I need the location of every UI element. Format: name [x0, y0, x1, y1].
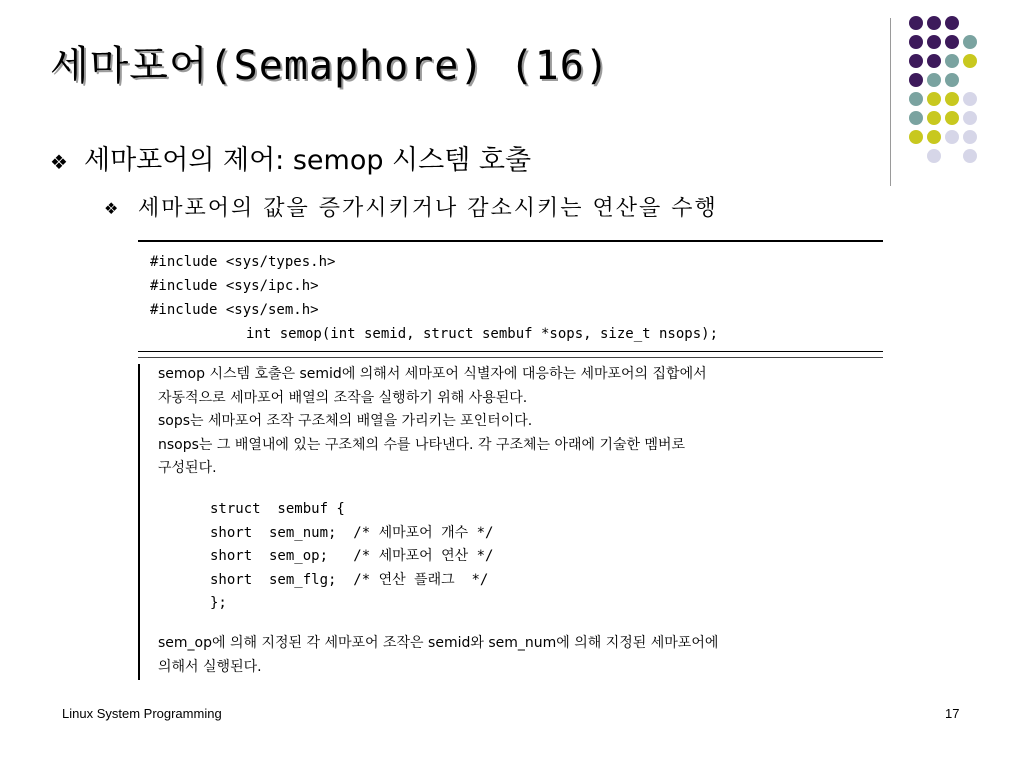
- description-line: sops는 세마포어 조작 구조체의 배열을 가리키는 포인터이다.: [158, 413, 533, 429]
- decorative-dot: [909, 73, 923, 87]
- decorative-dot: [927, 54, 941, 68]
- decorative-dot: [945, 35, 959, 49]
- description-line: semop 시스템 호출은 semid에 의해서 세마포어 식별자에 대응하는 세마포어의 집합에서: [158, 366, 707, 382]
- page-number: 17: [945, 706, 960, 721]
- divider-line: [890, 18, 891, 186]
- slide-title: 세마포어(Semaphore) (16): [50, 43, 610, 89]
- decorative-dot: [927, 111, 941, 125]
- description-line: 자동적으로 세마포어 배열의 조작을 실행하기 위해 사용된다.: [158, 390, 528, 406]
- decorative-dot: [963, 92, 977, 106]
- decorative-dot: [927, 35, 941, 49]
- closing-line: 의해서 실행된다.: [158, 659, 262, 675]
- decorative-dot: [927, 16, 941, 30]
- decorative-dot: [927, 130, 941, 144]
- decorative-dot: [963, 35, 977, 49]
- decorative-dot: [963, 149, 977, 163]
- description-line: nsops는 그 배열내에 있는 구조체의 수를 나타낸다. 각 구조체는 아래에 기술한 멤버로: [158, 437, 686, 453]
- decorative-dot: [909, 35, 923, 49]
- diamond-bullet-icon: ❖: [104, 199, 121, 218]
- bullet-level1-text: 세마포어의 제어: semop 시스템 호출: [84, 145, 532, 176]
- decorative-dot: [945, 92, 959, 106]
- decorative-dot: [945, 16, 959, 30]
- struct-line: short sem_num; /* 세마포어 개수 */: [210, 525, 494, 541]
- decorative-dot: [909, 92, 923, 106]
- closing-line: sem_op에 의해 지정된 각 세마포어 조작은 semid와 sem_num에 의해 지정된 세마포어에: [158, 635, 719, 651]
- function-prototype: int semop(int semid, struct sembuf *sops, size_t nsops);: [246, 326, 719, 342]
- bullet-level2-text: 세마포어의 값을 증가시키거나 감소시키는 연산을 수행: [138, 196, 718, 221]
- decorative-dot: [945, 73, 959, 87]
- separator-rule: [138, 351, 883, 352]
- bullet-level2: [104, 194, 718, 224]
- include-line: #include <sys/types.h>: [150, 254, 336, 270]
- decorative-dot: [909, 16, 923, 30]
- decorative-dot: [927, 92, 941, 106]
- decorative-dot: [909, 111, 923, 125]
- struct-line: short sem_op; /* 세마포어 연산 */: [210, 548, 494, 564]
- decorative-dot: [927, 73, 941, 87]
- struct-line: struct sembuf {: [210, 501, 345, 517]
- bullet-level1: [50, 144, 531, 179]
- decorative-dot: [927, 149, 941, 163]
- top-rule: [138, 240, 883, 242]
- decorative-dot: [963, 111, 977, 125]
- footer-course: Linux System Programming: [62, 706, 222, 721]
- separator-rule: [138, 357, 883, 358]
- decorative-dot: [909, 54, 923, 68]
- decorative-dot: [945, 54, 959, 68]
- scanned-excerpt: [138, 236, 886, 680]
- decorative-dot: [945, 130, 959, 144]
- decorative-dot-grid: [900, 8, 1020, 168]
- struct-line: };: [210, 595, 227, 611]
- include-line: #include <sys/ipc.h>: [150, 278, 319, 294]
- decorative-dot: [909, 130, 923, 144]
- description-line: 구성된다.: [158, 460, 217, 476]
- decorative-dot: [963, 54, 977, 68]
- struct-line: short sem_flg; /* 연산 플래그 */: [210, 572, 489, 588]
- left-border-rule: [138, 364, 140, 680]
- diamond-bullet-icon: ❖: [50, 149, 68, 174]
- decorative-dot: [945, 111, 959, 125]
- include-line: #include <sys/sem.h>: [150, 302, 319, 318]
- decorative-dot: [963, 130, 977, 144]
